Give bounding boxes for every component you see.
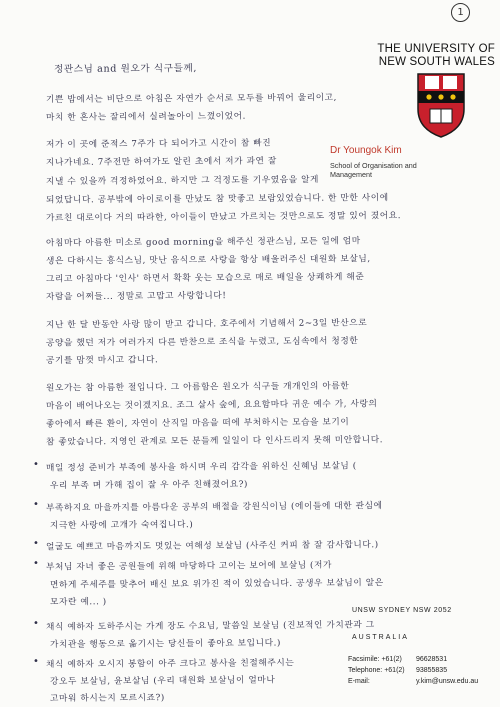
letter-line: 부처님 자녀 좋은 공원들에 위해 마당하다 고이는 보어에 보살님 (저가 <box>45 560 333 573</box>
university-name-line1: THE UNIVERSITY OF <box>377 43 495 55</box>
bullet-mark: • <box>33 459 39 470</box>
university-name-line2: NEW SOUTH WALES <box>378 56 495 68</box>
letter-line: 자람을 어쩌들... 정말로 고맙고 사랑합니다! <box>45 291 227 303</box>
country: AUSTRALIA <box>352 634 409 641</box>
letter-line: 지나가네요. 7주전만 하여가도 알린 초에서 저가 과연 잘 <box>45 156 277 169</box>
letter-line: 지낼 수 있을까 걱정하었어요. 하지만 그 걱정도를 기우였음을 알게 <box>45 175 320 188</box>
facsimile-row <box>348 656 498 663</box>
letter-line: 면하게 주세주를 맞추어 배신 보요 위가진 적이 있었습니다. 공생우 보살님이 알은 <box>49 578 384 591</box>
page-number: 1 <box>451 3 470 22</box>
letter-salutation: 정관스님 and 원오가 식구들께, <box>53 62 198 75</box>
letter-line: 저가 이 곳에 준적스 7주가 다 되어가고 시간이 참 빠진 <box>45 138 272 151</box>
postal-address: UNSW SYDNEY NSW 2052 <box>352 607 452 614</box>
letter-line: 우리 부족 며 가해 집이 잘 우 아주 친해졌어요?) <box>49 479 249 492</box>
letter-line: 생은 다하시는 흥식스님, 맛난 음식으로 사랑을 항상 배울러주신 대원화 보살님, <box>45 254 371 267</box>
school-name <box>330 161 460 179</box>
telephone-row <box>348 667 498 674</box>
letter-line: 강오두 보살님, 윤보살님 (우리 대원화 보살님이 얼마나 <box>49 675 276 688</box>
letter-line: 모자란 예... ) <box>49 597 107 608</box>
letter-line: 마치 한 혼사는 잘리에서 실려놀아이 느꼈이었어. <box>45 111 247 123</box>
letter-line: 원오가는 참 아름한 절입니다. 그 아름함은 원오가 식구들 개개인의 아름한 <box>45 381 350 394</box>
unsw-crest-icon <box>415 71 467 139</box>
university-name <box>330 43 495 69</box>
facsimile-label: Facsimile: +61(2) <box>348 656 402 663</box>
letter-line: 마음이 배어나오는 것이겠지요. 조그 살사 숲에, 요요함마다 귀운 예수 가, 사랑의 <box>45 399 378 412</box>
school-name-line2: Management <box>330 170 372 179</box>
letter-line: 부족하지요 마을까지를 아름다운 공부의 배절을 강원식이님 (에이들에 대한 관심에 <box>45 501 383 514</box>
bullet-mark: • <box>33 538 39 549</box>
letter-line: 되었답니다. 공부밖에 아이로이를 만났도 참 맛좋고 보람있었습니다. 한 만한 사이에 <box>45 193 389 206</box>
email-label: E-mail: <box>348 678 370 685</box>
telephone-number: 93855835 <box>415 667 448 674</box>
school-name-line1: School of Organisation and <box>330 161 417 170</box>
letter-line: 고마워 하시는지 모르시죠?) <box>49 693 165 705</box>
letter-line: 매일 정성 준비가 부족에 봉사을 하시며 우리 감각을 위하신 신혜님 보살님 ( <box>45 461 357 474</box>
letter-line: 공기를 맘껏 마시고 갑니다. <box>45 355 159 367</box>
bullet-mark: • <box>33 499 39 510</box>
bullet-mark: • <box>33 656 39 667</box>
facsimile-number: 96628531 <box>415 656 448 663</box>
letter-line: 채식 예하자 도하주시는 가게 장도 수요님, 말씀일 보살님 (진보적인 가치관과 그 <box>45 620 375 633</box>
bullet-mark: • <box>33 618 39 629</box>
bullet-mark: • <box>33 558 39 569</box>
letter-line: 지난 한 달 반동안 사랑 많이 받고 갑니다. 호주에서 기념해서 2~3일 반산으로 <box>45 318 368 331</box>
email-row <box>348 678 498 685</box>
author-name: Dr Youngok Kim <box>330 145 402 156</box>
letter-line: 좋아에서 빠른 환이, 자연이 산직일 마음을 떠에 부처하시는 모습을 보기이 <box>45 417 350 430</box>
email-value: y.kim@unsw.edu.au <box>415 678 479 685</box>
letter-line: 공양을 했던 저가 여러가지 다른 반찬으로 조식을 누렸고, 도심속에서 청정한 <box>45 336 359 349</box>
letter-line: 참 좋았습니다. 지영인 관계로 모든 분들께 일일이 다 인사드리지 못해 미안합니다. <box>45 435 384 448</box>
letter-line: 얼굴도 예쁘고 마음까지도 멋있는 여해성 보살님 (사주신 커피 참 잘 감사합니다.) <box>45 540 379 553</box>
letter-line: 가치관을 행동으로 옮기시는 당신들이 좋아요 보입니다.) <box>49 638 282 651</box>
letter-line: 그리고 아침마다 '인사' 하면서 확확 웃는 모습으로 매로 배일을 상쾌하게 해준 <box>45 272 365 285</box>
letter-line: 채식 예하자 오시지 봉함이 아주 크다고 봉사을 친절해주시는 <box>45 658 295 671</box>
letter-line: 기쁜 밥에서는 비단으로 아침은 자연가 순서로 모두를 바꿔어 울리이고, <box>45 93 338 106</box>
telephone-label: Telephone: +61(2) <box>348 667 405 674</box>
letter-line: 지극한 사랑에 고개가 숙여집니다.) <box>49 520 194 532</box>
letter-line: 아침마다 아름한 미소로 good morning을 해주신 정관스님, 모든 일에 엄마 <box>45 236 361 249</box>
letter-line: 가르친 대로이다 거의 따라한, 아이들이 만났고 가르치는 것만으로도 정말 있어 졌어요. <box>45 211 402 224</box>
